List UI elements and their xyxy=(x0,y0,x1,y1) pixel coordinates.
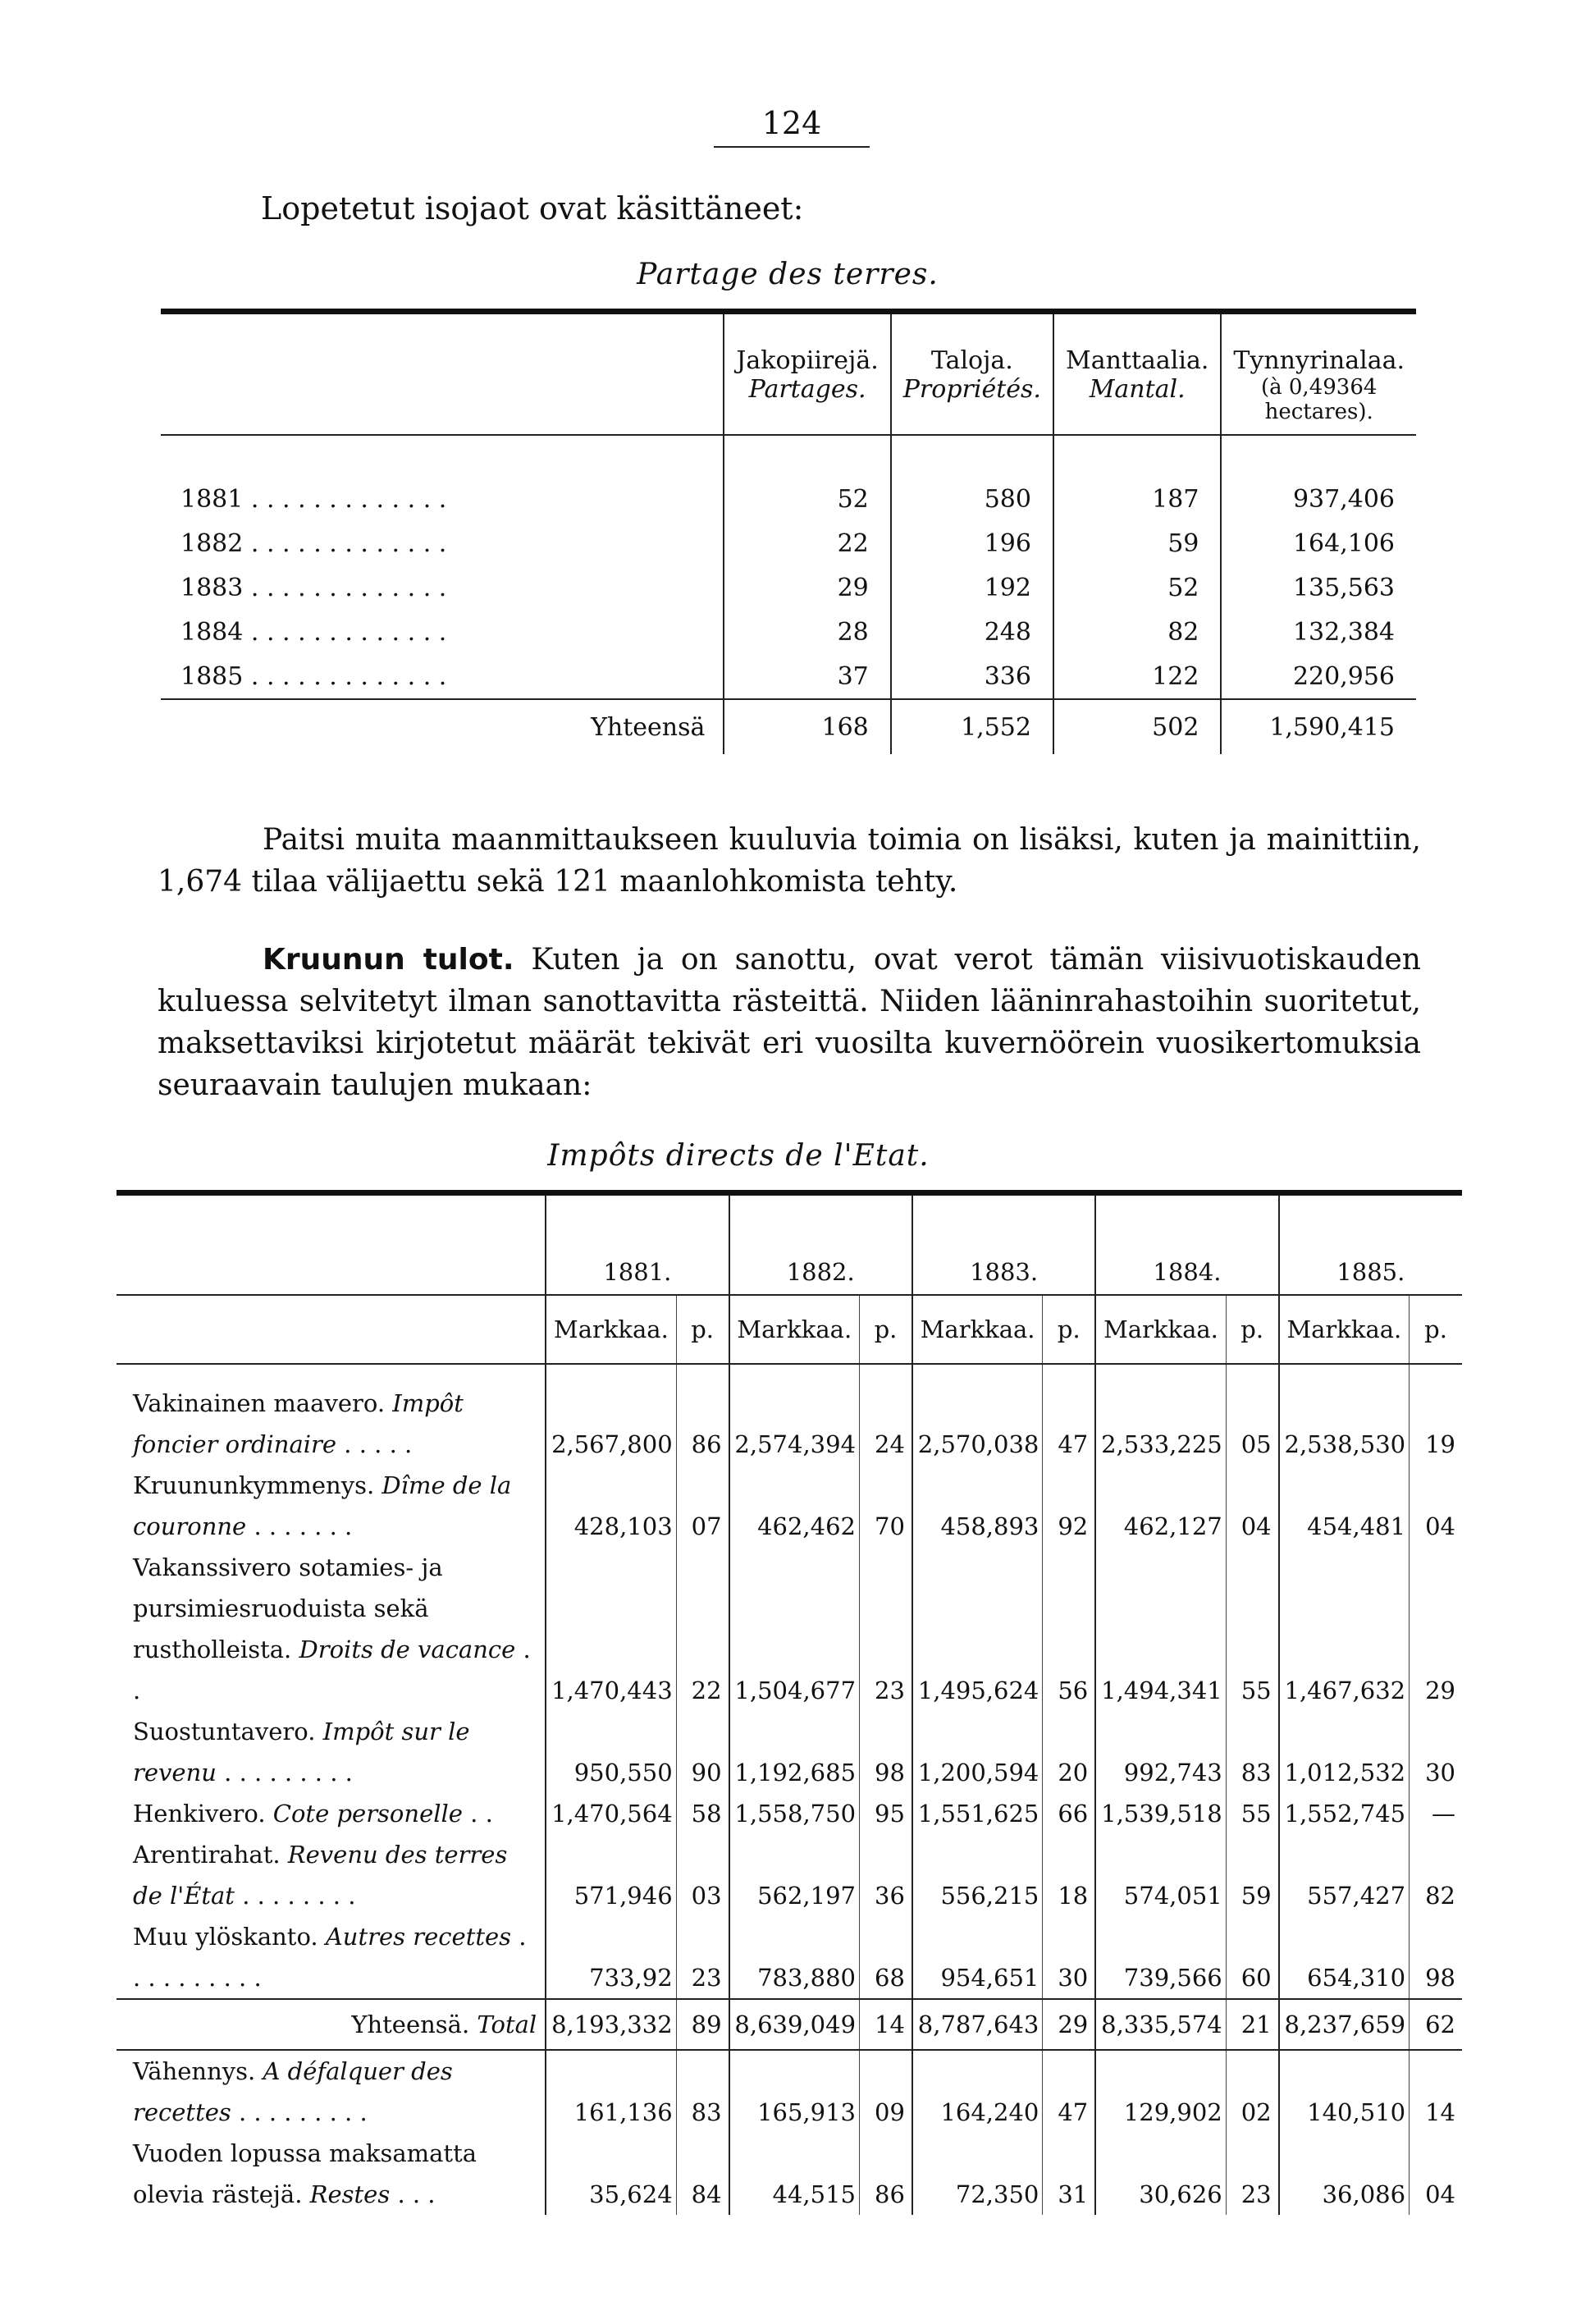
cell-markkaa: 129,902 xyxy=(1095,2050,1226,2133)
unit-markkaa: Markkaa. xyxy=(546,1295,676,1364)
row-label-fr: Total xyxy=(477,2011,537,2038)
cell-pennia: 23 xyxy=(860,1547,912,1711)
unit-markkaa: Markkaa. xyxy=(1095,1295,1226,1364)
cell-markkaa: 654,310 xyxy=(1279,1916,1410,1999)
t1-row-1883 xyxy=(161,565,1416,610)
t1-header-mantal: Manttaalia. xyxy=(1053,314,1221,375)
cell: 135,563 xyxy=(1221,565,1416,610)
cell-pennia: 95 xyxy=(860,1793,912,1834)
cell-markkaa: 2,574,394 xyxy=(729,1364,860,1465)
cell-markkaa: 462,127 xyxy=(1095,1465,1226,1547)
row-label-fi: Suostuntavero. xyxy=(133,1718,316,1745)
cell-markkaa: 1,552,745 xyxy=(1279,1793,1410,1834)
leader-dots: . . . . . xyxy=(344,1430,413,1458)
cell-pennia: 29 xyxy=(1410,1547,1462,1711)
cell: 82 xyxy=(1053,610,1221,654)
run-in-heading: Kruunun tulot. xyxy=(263,943,514,977)
cell-pennia: 04 xyxy=(1226,1465,1278,1547)
row-label-fi: Kruununkymmenys. xyxy=(133,1471,375,1499)
unit-markkaa: Markkaa. xyxy=(1279,1295,1410,1364)
row-year: 1884 xyxy=(180,617,244,647)
row-label-fr: Restes xyxy=(309,2180,391,2208)
cell-pennia: 82 xyxy=(1410,1834,1462,1916)
cell-pennia: 56 xyxy=(1043,1547,1095,1711)
t2-row-income-tax xyxy=(117,1711,1462,1793)
row-label-fr: Dîme de la couronne xyxy=(133,1471,512,1540)
leader-dots: . . . xyxy=(397,2180,436,2208)
leader-dots: . . . . . . . . . . . . . xyxy=(250,528,447,558)
cell-pennia: 20 xyxy=(1043,1711,1095,1793)
cell-markkaa: 1,504,677 xyxy=(729,1547,860,1711)
t2-row-deduction xyxy=(117,2050,1462,2133)
cell-markkaa: 164,240 xyxy=(912,2050,1043,2133)
paragraph-text: Kuten ja on sanottu, ovat verot tämän viisivuotiskauden kuluessa selvitetyt ilman sanottavitta rästeittä. Niiden lääninrahastoihin suoritetut, maksettaviksi kirjotetut määrät tekivät eri vuosilta kuvernöörein vuosikertomuksia seuraavain taulujen mukaan: xyxy=(158,943,1421,1102)
cell-pennia: 59 xyxy=(1226,1834,1278,1916)
cell: 336 xyxy=(891,654,1053,699)
row-year: 1883 xyxy=(180,573,244,602)
cell-pennia: 09 xyxy=(860,2050,912,2133)
row-label-fi: Yhteensä. xyxy=(351,2011,470,2038)
cell-pennia: 55 xyxy=(1226,1793,1278,1834)
cell-pennia: 04 xyxy=(1410,2133,1462,2215)
cell: 22 xyxy=(724,521,890,565)
cell-pennia: 23 xyxy=(676,1916,729,1999)
intro-line: Lopetetut isojaot ovat käsittäneet: xyxy=(261,190,804,226)
row-year: 1881 xyxy=(180,484,244,514)
cell-pennia: 14 xyxy=(860,1999,912,2050)
unit-pennia: p. xyxy=(1410,1295,1462,1364)
leader-dots: . . . . . . . . . . xyxy=(133,1923,527,1992)
row-year: 1885 xyxy=(180,661,244,691)
cell-pennia: 70 xyxy=(860,1465,912,1547)
cell-pennia: 30 xyxy=(1410,1711,1462,1793)
cell-markkaa: 1,495,624 xyxy=(912,1547,1043,1711)
cell-markkaa: 739,566 xyxy=(1095,1916,1226,1999)
cell: 937,406 xyxy=(1221,477,1416,521)
cell-markkaa: 574,051 xyxy=(1095,1834,1226,1916)
cell: 220,956 xyxy=(1221,654,1416,699)
t2-row-other-receipts xyxy=(117,1916,1462,1999)
cell-pennia: 04 xyxy=(1410,1465,1462,1547)
leader-dots: . . . . . . . . . . . . . xyxy=(250,484,447,514)
cell-markkaa: 30,626 xyxy=(1095,2133,1226,2215)
t2-year-1885: 1885. xyxy=(1279,1196,1462,1295)
cell-markkaa: 44,515 xyxy=(729,2133,860,2215)
t2-year-1881: 1881. xyxy=(546,1196,729,1295)
cell-markkaa: 8,237,659 xyxy=(1279,1999,1410,2050)
t2-row-vacancy-tax xyxy=(117,1547,1462,1711)
leader-dots: . . xyxy=(470,1800,493,1828)
cell-pennia: 55 xyxy=(1226,1547,1278,1711)
row-year: 1882 xyxy=(180,528,244,558)
unit-markkaa: Markkaa. xyxy=(729,1295,860,1364)
cell-markkaa: 557,427 xyxy=(1279,1834,1410,1916)
t1-header-area: Tynnyrinalaa. xyxy=(1221,314,1416,375)
unit-markkaa: Markkaa. xyxy=(912,1295,1043,1364)
cell-pennia: 21 xyxy=(1226,1999,1278,2050)
row-label-fi: Henkivero. xyxy=(133,1800,266,1828)
cell-pennia: 29 xyxy=(1043,1999,1095,2050)
t1-total-row xyxy=(161,699,1416,754)
cell-pennia: 89 xyxy=(676,1999,729,2050)
cell: 196 xyxy=(891,521,1053,565)
row-label-fr: Autres recettes xyxy=(325,1923,512,1951)
cell-pennia: 92 xyxy=(1043,1465,1095,1547)
cell-markkaa: 161,136 xyxy=(546,2050,676,2133)
cell-markkaa: 1,200,594 xyxy=(912,1711,1043,1793)
cell-markkaa: 950,550 xyxy=(546,1711,676,1793)
unit-pennia: p. xyxy=(1043,1295,1095,1364)
t1-header-partitions-fr: Partages. xyxy=(724,375,890,435)
cell-pennia: 60 xyxy=(1226,1916,1278,1999)
cell-markkaa: 8,335,574 xyxy=(1095,1999,1226,2050)
cell-markkaa: 556,215 xyxy=(912,1834,1043,1916)
t2-row-arrears xyxy=(117,2133,1462,2215)
cell-markkaa: 8,787,643 xyxy=(912,1999,1043,2050)
row-label-fr: Cote personelle xyxy=(272,1800,463,1828)
cell-markkaa: 783,880 xyxy=(729,1916,860,1999)
cell-pennia: 19 xyxy=(1410,1364,1462,1465)
t1-row-1882 xyxy=(161,521,1416,565)
cell-markkaa: 954,651 xyxy=(912,1916,1043,1999)
cell-markkaa: 1,494,341 xyxy=(1095,1547,1226,1711)
cell: 1,552 xyxy=(891,699,1053,754)
total-label: Yhteensä xyxy=(161,699,724,754)
row-label-fi: Arentirahat. xyxy=(133,1841,281,1869)
cell-markkaa: 458,893 xyxy=(912,1465,1043,1547)
page-number-rule xyxy=(714,146,870,148)
cell-markkaa: 1,470,443 xyxy=(546,1547,676,1711)
leader-dots: . . xyxy=(133,1635,531,1704)
t1-header-farms-fr: Propriétés. xyxy=(891,375,1053,435)
table1-caption: Partage des terres. xyxy=(637,258,939,291)
t2-corner xyxy=(117,1196,546,1295)
cell-pennia: 58 xyxy=(676,1793,729,1834)
t2-row-land-tax xyxy=(117,1364,1462,1465)
cell-markkaa: 1,539,518 xyxy=(1095,1793,1226,1834)
cell-markkaa: 36,086 xyxy=(1279,2133,1410,2215)
t1-header-area-note: (à 0,49364 hectares). xyxy=(1221,375,1416,435)
table2-caption: Impôts directs de l'Etat. xyxy=(547,1139,930,1173)
cell-pennia: 66 xyxy=(1043,1793,1095,1834)
cell-markkaa: 8,193,332 xyxy=(546,1999,676,2050)
cell-markkaa: 165,913 xyxy=(729,2050,860,2133)
row-label-fr: A défalquer des recettes xyxy=(133,2057,453,2126)
cell: 37 xyxy=(724,654,890,699)
cell: 248 xyxy=(891,610,1053,654)
cell-pennia: — xyxy=(1410,1793,1462,1834)
cell-pennia: 83 xyxy=(676,2050,729,2133)
cell-markkaa: 571,946 xyxy=(546,1834,676,1916)
t1-row-1884 xyxy=(161,610,1416,654)
row-label-fi: Vakanssivero sotamies- ja pursimiesruoduista sekä rustholleista. xyxy=(133,1553,443,1663)
leader-dots: . . . . . . . . . . . . . xyxy=(250,573,447,602)
t2-row-total xyxy=(117,1999,1462,2050)
cell-markkaa: 1,558,750 xyxy=(729,1793,860,1834)
cell: 1,590,415 xyxy=(1221,699,1416,754)
cell-markkaa: 562,197 xyxy=(729,1834,860,1916)
leader-dots: . . . . . . . . xyxy=(242,1882,356,1910)
row-label-fr: Impôt foncier ordinaire xyxy=(133,1389,464,1458)
leader-dots: . . . . . . . . . . . . . xyxy=(250,617,447,647)
cell-pennia: 23 xyxy=(1226,2133,1278,2215)
cell-pennia: 30 xyxy=(1043,1916,1095,1999)
cell-pennia: 68 xyxy=(860,1916,912,1999)
row-label-fr: Impôt sur le revenu xyxy=(133,1718,470,1786)
land-partition-table xyxy=(161,309,1416,754)
cell-pennia: 62 xyxy=(1410,1999,1462,2050)
unit-pennia: p. xyxy=(1226,1295,1278,1364)
cell-markkaa: 733,92 xyxy=(546,1916,676,1999)
cell-markkaa: 2,567,800 xyxy=(546,1364,676,1465)
cell: 502 xyxy=(1053,699,1221,754)
t2-row-crown-tithe xyxy=(117,1465,1462,1547)
cell-markkaa: 8,639,049 xyxy=(729,1999,860,2050)
cell-markkaa: 1,192,685 xyxy=(729,1711,860,1793)
leader-dots: . . . . . . . . . . . . . xyxy=(250,661,447,691)
cell: 192 xyxy=(891,565,1053,610)
cell-markkaa: 72,350 xyxy=(912,2133,1043,2215)
cell-pennia: 86 xyxy=(676,1364,729,1465)
cell: 132,384 xyxy=(1221,610,1416,654)
row-label-fr: Droits de vacance xyxy=(299,1635,516,1663)
leader-dots: . . . . . . . xyxy=(254,1512,353,1540)
row-label-fi: Muu ylöskanto. xyxy=(133,1923,318,1951)
cell-pennia: 83 xyxy=(1226,1711,1278,1793)
cell-markkaa: 2,570,038 xyxy=(912,1364,1043,1465)
cell-pennia: 47 xyxy=(1043,1364,1095,1465)
row-label-fi: Vakinainen maavero. xyxy=(133,1389,386,1417)
cell-markkaa: 2,538,530 xyxy=(1279,1364,1410,1465)
cell-pennia: 05 xyxy=(1226,1364,1278,1465)
cell-markkaa: 992,743 xyxy=(1095,1711,1226,1793)
t1-header-farms: Taloja. xyxy=(891,314,1053,375)
cell: 59 xyxy=(1053,521,1221,565)
unit-pennia: p. xyxy=(860,1295,912,1364)
row-label-fi: Vähennys. xyxy=(133,2057,256,2085)
t2-year-1884: 1884. xyxy=(1095,1196,1278,1295)
cell-pennia: 90 xyxy=(676,1711,729,1793)
t1-header-partitions: Jakopiirejä. xyxy=(724,314,890,375)
cell: 52 xyxy=(724,477,890,521)
t1-corner xyxy=(161,314,724,375)
t1-header-mantal-fr: Mantal. xyxy=(1053,375,1221,435)
cell-pennia: 14 xyxy=(1410,2050,1462,2133)
cell-markkaa: 140,510 xyxy=(1279,2050,1410,2133)
cell: 168 xyxy=(724,699,890,754)
cell-pennia: 07 xyxy=(676,1465,729,1547)
cell-markkaa: 1,470,564 xyxy=(546,1793,676,1834)
cell: 28 xyxy=(724,610,890,654)
cell-pennia: 02 xyxy=(1226,2050,1278,2133)
cell-pennia: 22 xyxy=(676,1547,729,1711)
cell: 52 xyxy=(1053,565,1221,610)
t2-row-rents xyxy=(117,1834,1462,1916)
cell-pennia: 86 xyxy=(860,2133,912,2215)
row-label-fr: Revenu des terres de l'État xyxy=(133,1841,508,1910)
leader-dots: . . . . . . . . . xyxy=(239,2098,368,2126)
unit-pennia: p. xyxy=(676,1295,729,1364)
direct-taxes-table xyxy=(117,1190,1462,2215)
cell-pennia: 18 xyxy=(1043,1834,1095,1916)
cell: 29 xyxy=(724,565,890,610)
cell-pennia: 24 xyxy=(860,1364,912,1465)
t2-year-1883: 1883. xyxy=(912,1196,1095,1295)
cell-markkaa: 1,467,632 xyxy=(1279,1547,1410,1711)
t2-row-poll-tax xyxy=(117,1793,1462,1834)
cell-markkaa: 35,624 xyxy=(546,2133,676,2215)
page-number: 124 xyxy=(761,105,822,141)
t1-row-1885 xyxy=(161,654,1416,699)
cell-pennia: 03 xyxy=(676,1834,729,1916)
cell: 122 xyxy=(1053,654,1221,699)
cell-pennia: 84 xyxy=(676,2133,729,2215)
paragraph-land-survey: Paitsi muita maanmittaukseen kuuluvia toimia on lisäksi, kuten ja mainittiin, 1,674 tilaa välijaettu sekä 121 maanlohkomista tehty. xyxy=(158,823,1421,899)
t2-year-1882: 1882. xyxy=(729,1196,912,1295)
cell-markkaa: 454,481 xyxy=(1279,1465,1410,1547)
cell: 164,106 xyxy=(1221,521,1416,565)
cell: 187 xyxy=(1053,477,1221,521)
cell-markkaa: 1,012,532 xyxy=(1279,1711,1410,1793)
cell-markkaa: 2,533,225 xyxy=(1095,1364,1226,1465)
leader-dots: . . . . . . . . . xyxy=(224,1759,353,1786)
cell-pennia: 98 xyxy=(1410,1916,1462,1999)
cell-markkaa: 1,551,625 xyxy=(912,1793,1043,1834)
row-label-fi: Vuoden lopussa maksamatta olevia rästejä. xyxy=(133,2139,477,2208)
cell-pennia: 47 xyxy=(1043,2050,1095,2133)
paragraph-crown-revenue xyxy=(158,939,1421,1106)
t1-row-1881 xyxy=(161,477,1416,521)
cell-pennia: 98 xyxy=(860,1711,912,1793)
cell-pennia: 31 xyxy=(1043,2133,1095,2215)
cell-pennia: 36 xyxy=(860,1834,912,1916)
cell-markkaa: 462,462 xyxy=(729,1465,860,1547)
cell-markkaa: 428,103 xyxy=(546,1465,676,1547)
cell: 580 xyxy=(891,477,1053,521)
